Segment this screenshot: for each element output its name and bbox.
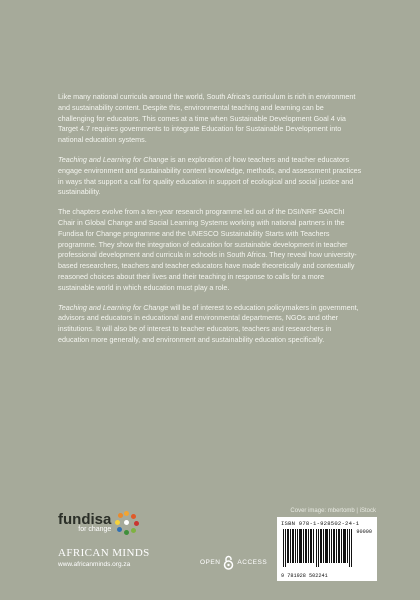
- barcode-addon-number: 90000: [356, 529, 372, 535]
- back-cover-blurb: [58, 92, 362, 355]
- fundisa-wordmark: fundisa: [58, 511, 112, 528]
- open-access-lock-icon: [223, 555, 234, 570]
- fundisa-dots-icon: [115, 511, 139, 535]
- blurb-paragraph-2-text: is an exploration of how teachers and teacher educators engage environment and sustainability content knowledge, methods, and assessment practices in ways that support a call for quality education in support of ecological and social justice and sustainability.: [58, 154, 362, 197]
- book-title-italic: Teaching and Learning for Change: [58, 154, 169, 164]
- fundisa-logo: [58, 511, 150, 535]
- african-minds-logo: AFRICAN MINDS: [58, 547, 150, 559]
- blurb-paragraph-1: Like many national curricula around the world, South Africa's curriculum is rich in environment and sustainability content. Despite this, environmental teaching and learning can be challenging for educators. This comes at a time when Sustainable Development Goal 4 via Target 4.7 requires governments to integrate Education for Sustainable Development into national education systems.: [58, 92, 356, 145]
- blurb-paragraph-4-text: will be of interest to education policymakers in government, advisors and educators in educational and environmental departments, NGOs and other institutions. It will also be of interest to teacher educators, teachers and researchers in education more generally, and environment and sustainability education specifically.: [58, 302, 359, 344]
- book-title-italic: Teaching and Learning for Change: [58, 302, 169, 312]
- isbn-text: ISBN 978-1-928502-24-1: [281, 520, 360, 527]
- barcode-number: 9 781928 502241: [281, 573, 328, 579]
- blurb-paragraph-2: [58, 155, 362, 198]
- fundisa-tagline: for change: [78, 526, 112, 533]
- isbn-barcode: [277, 517, 377, 581]
- publisher-url: www.africanminds.org.za: [58, 561, 131, 568]
- open-access-logo: OPEN ACCESS: [200, 555, 267, 570]
- blurb-paragraph-4: [58, 303, 362, 346]
- publisher-logos: [58, 511, 150, 568]
- barcode-bars: [283, 529, 353, 567]
- cover-image-credit: Cover image: mbertomb | iStock: [290, 508, 376, 514]
- blurb-paragraph-3: The chapters evolve from a ten-year research programme led out of the DSI/NRF SARChI Chair in Global Change and Social Learning Systems working with national partners in the Fundisa for Change programme and the UNESCO Sustainability Starts with Teachers programme. They show the integration of education for sustainable development in teacher professional development and curricula in schools in South Africa. They reveal how university-based researchers, teachers and teacher educators have made theoretically and contextually reasoned choices about their lives and their teaching in response to calls for a more sustainable world in which education must play a role.: [58, 207, 357, 292]
